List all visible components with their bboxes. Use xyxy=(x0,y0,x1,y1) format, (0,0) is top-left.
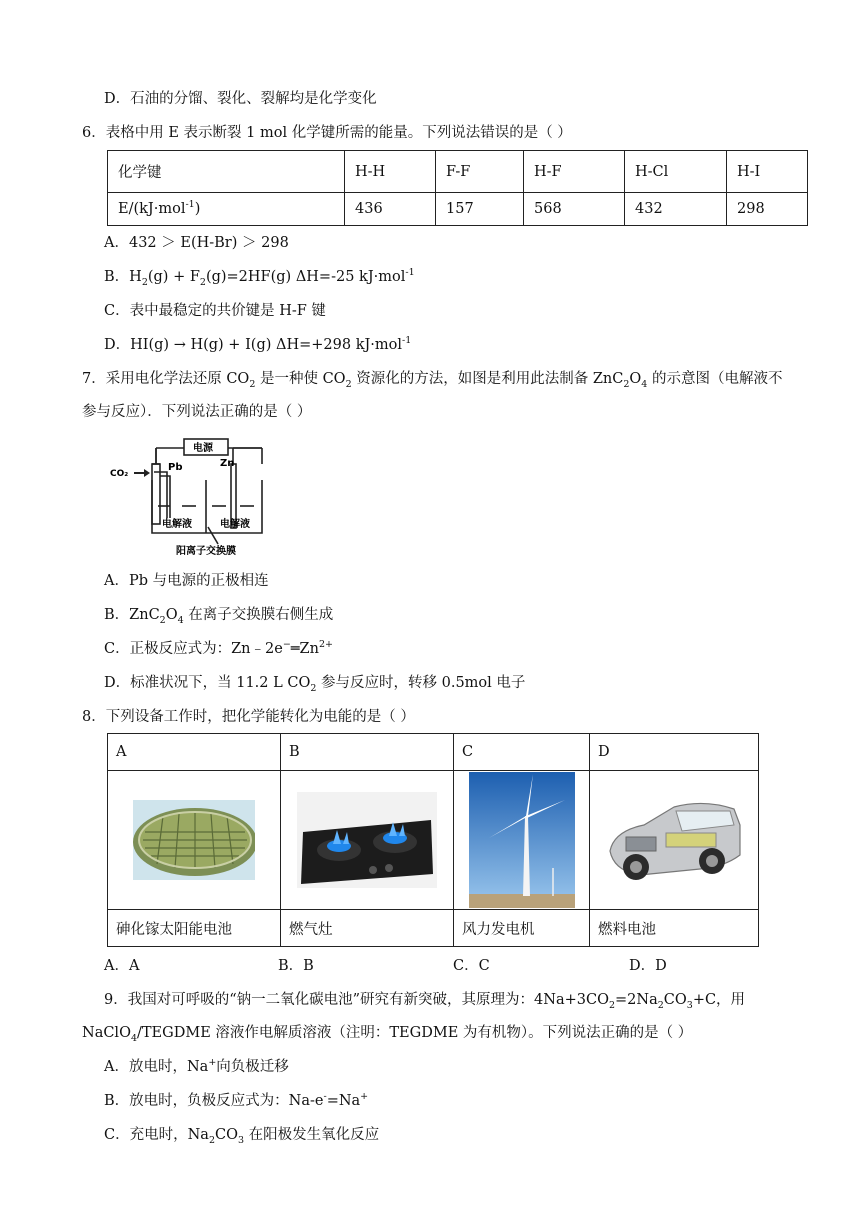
row-label-sup: -1 xyxy=(185,199,195,211)
q6-option-c: C．表中最稳定的共价键是 H-F 键 xyxy=(104,303,326,319)
q8-option-b: B．B xyxy=(278,958,314,974)
q9-option-a: A．放电时，Na+向负极迁移 xyxy=(104,1057,289,1075)
solar-wafer-image xyxy=(133,800,255,880)
table-cell: 436 xyxy=(345,193,436,226)
q6-stem: 6．表格中用 E 表示断裂 1 mol 化学键所需的能量。下列说法错误的是（ ） xyxy=(82,125,572,141)
table-header-cell: F-F xyxy=(436,151,524,193)
q9-option-b: B．放电时，负极反应式为：Na-e-=Na+ xyxy=(104,1091,369,1109)
table-header-cell: A xyxy=(108,734,281,771)
q8-option-c: C．C xyxy=(453,958,490,974)
table-cell: 燃料电池 xyxy=(590,910,759,947)
table-cell: 568 xyxy=(524,193,625,226)
table-header-cell: H-I xyxy=(727,151,808,193)
q7-option-a: A．Pb 与电源的正极相连 xyxy=(104,573,269,589)
table-row xyxy=(108,771,759,910)
table-cell: 157 xyxy=(436,193,524,226)
table-row xyxy=(108,193,808,226)
table-row xyxy=(108,910,759,947)
table-header-cell: H-F xyxy=(524,151,625,193)
q5-option-d: D．石油的分馏、裂化、裂解均是化学变化 xyxy=(104,91,377,107)
pb-electrode xyxy=(152,464,160,524)
table-header-cell: D xyxy=(590,734,759,771)
q8-stem: 8．下列设备工作时，把化学能转化为电能的是（ ） xyxy=(82,709,415,725)
arrow-right-icon xyxy=(134,469,150,477)
q7-option-b: B．$ZnC_2O_4$ 在离子交换膜右侧生成 xyxy=(104,607,334,626)
q7-stem-line2: 参与反应）．下列说法正确的是（ ） xyxy=(82,404,312,420)
zn-label: Zn xyxy=(220,458,235,469)
q9-stem-line2: NaClO$_4$/TEGDME 溶液作电解质溶液（注明：TEGDME 为有机物）。下列说法正确的是（ ） xyxy=(82,1025,693,1044)
power-label: 电源 xyxy=(193,443,213,454)
pb-label: Pb xyxy=(168,462,183,473)
table-header-cell: H-H xyxy=(345,151,436,193)
q7-option-c: C．正极反应式为：$Zn﹣2e^-═Zn^{2+}$ xyxy=(104,639,333,657)
co2-label: CO₂ xyxy=(110,469,129,479)
q6-option-a: A．432 ＞ E(H-Br) ＞ 298 xyxy=(104,235,289,251)
table-header-cell: C xyxy=(454,734,590,771)
electrolyte-right-label: 电解液 xyxy=(220,519,250,530)
table-row xyxy=(108,151,808,193)
device-table xyxy=(107,733,759,947)
q8-option-a: A．A xyxy=(104,958,140,974)
table-cell: 燃气灶 xyxy=(281,910,454,947)
q7-stem-line1: 7．采用电化学法还原 $CO_2$ 是一种使 $CO_2$ 资源化的方法，如图是利用此法制备 $ZnC_2O_4$ 的示意图（电解液不 xyxy=(82,371,783,390)
table-cell xyxy=(281,771,454,910)
table-cell xyxy=(454,771,590,910)
table-cell: 298 xyxy=(727,193,808,226)
table-cell xyxy=(108,771,281,910)
table-cell xyxy=(590,771,759,910)
table-row xyxy=(108,734,759,771)
electrolysis-cell-diagram xyxy=(100,436,280,561)
membrane-label: 阳离子交换膜 xyxy=(176,546,236,557)
q6-option-d: D．HI(g) → H(g) + I(g) ΔH=+298 kJ·mol$^{-1}$ xyxy=(104,335,412,353)
table-cell: 432 xyxy=(625,193,727,226)
bond-energy-table xyxy=(107,150,808,226)
table-header-cell: H-Cl xyxy=(625,151,727,193)
wind-turbine-image xyxy=(469,772,575,908)
table-header-cell: 化学键 xyxy=(108,151,345,193)
table-row-label xyxy=(108,193,345,226)
q9-option-c: C．充电时，$Na_2CO_3$ 在阳极发生氧化反应 xyxy=(104,1127,380,1146)
q8-option-d: D．D xyxy=(629,958,667,974)
table-cell: 风力发电机 xyxy=(454,910,590,947)
q9-stem-line1: 9．我国对可呼吸的“钠一二氧化碳电池”研究有新突破，其原理为：$4Na+3CO_2=2Na_2CO_3+C$，用 xyxy=(104,992,746,1011)
gas-stove-image xyxy=(297,792,437,888)
table-header-cell: B xyxy=(281,734,454,771)
q7-option-d: D．标准状况下，当 11.2 L $CO_2$ 参与反应时，转移 0.5mol 电子 xyxy=(104,675,526,694)
row-label-text: E/(kJ·mol xyxy=(118,201,186,218)
fuel-cell-car-image xyxy=(604,785,744,895)
row-label-end: ) xyxy=(194,201,201,218)
electrolyte-left-label: 电解液 xyxy=(162,519,192,530)
table-cell: 砷化镓太阳能电池 xyxy=(108,910,281,947)
q6-option-b: B．$H_2(g) + F_2(g)=2HF(g)$ ΔH=-25 kJ·mol$^{-1}$ xyxy=(104,267,415,288)
